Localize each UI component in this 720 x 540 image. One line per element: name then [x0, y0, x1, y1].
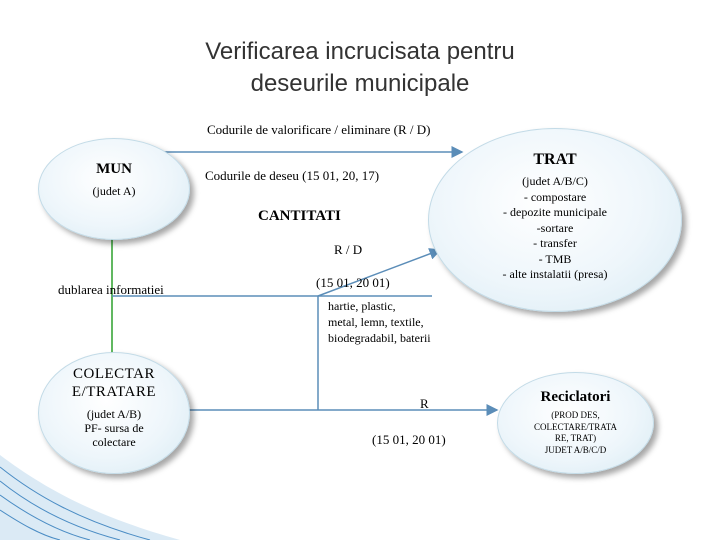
mun-sub: (judet A)	[92, 184, 136, 198]
colectar-line: (judet A/B)	[86, 407, 142, 421]
label-materiale	[328, 298, 431, 346]
reciclatori-line: JUDET A/B/C/D	[544, 444, 607, 455]
colectar-title-line: COLECTAR	[73, 366, 155, 382]
decorative-wave	[0, 455, 180, 540]
label-coduri-1501-b: (15 01, 20 01)	[372, 432, 446, 447]
reciclatori-line: COLECTARE/TRATA	[533, 421, 618, 432]
node-trat	[428, 128, 682, 312]
trat-title: TRAT	[533, 151, 577, 168]
label-rd: R / D	[334, 242, 363, 257]
trat-line: -sortare	[536, 220, 574, 235]
colectar-title-line: E/TRATARE	[71, 384, 157, 400]
title-line-2: deseurile municipale	[250, 70, 470, 97]
reciclatori-title: Reciclatori	[540, 389, 611, 405]
title-line-1: Verificarea incrucisata pentru	[205, 38, 515, 65]
label-coduri-1501-a: (15 01, 20 01)	[316, 275, 390, 290]
colectar-line: colectare	[92, 435, 136, 449]
reciclatori-line: (PROD DES,	[551, 410, 600, 420]
label-r: R	[420, 396, 429, 411]
trat-line: - depozite municipale	[503, 205, 607, 219]
colectar-line: PF- sursa de	[84, 421, 144, 435]
node-reciclatori	[497, 372, 654, 474]
trat-line: - TMB	[538, 251, 572, 266]
trat-line: (judet A/B/C)	[522, 174, 588, 188]
label-coduri-deseu: Codurile de deseu (15 01, 20, 17)	[205, 168, 380, 183]
materiale-line: biodegradabil, baterii	[328, 331, 431, 345]
trat-line: - alte instalatii (presa)	[502, 267, 608, 281]
label-coduri-valorificare: Codurile de valorificare / eliminare (R / D)	[207, 122, 431, 137]
node-mun	[38, 138, 190, 240]
trat-line: - transfer	[533, 236, 577, 250]
reciclatori-line: RE, TRAT)	[554, 433, 597, 443]
materiale-line: hartie, plastic,	[328, 299, 396, 313]
materiale-line: metal, lemn, textile,	[328, 315, 424, 329]
label-cantitati: CANTITATI	[258, 208, 341, 224]
label-dublarea: dublarea informatiei	[58, 282, 164, 297]
trat-line: - compostare	[523, 189, 587, 204]
mun-title: MUN	[96, 161, 132, 177]
